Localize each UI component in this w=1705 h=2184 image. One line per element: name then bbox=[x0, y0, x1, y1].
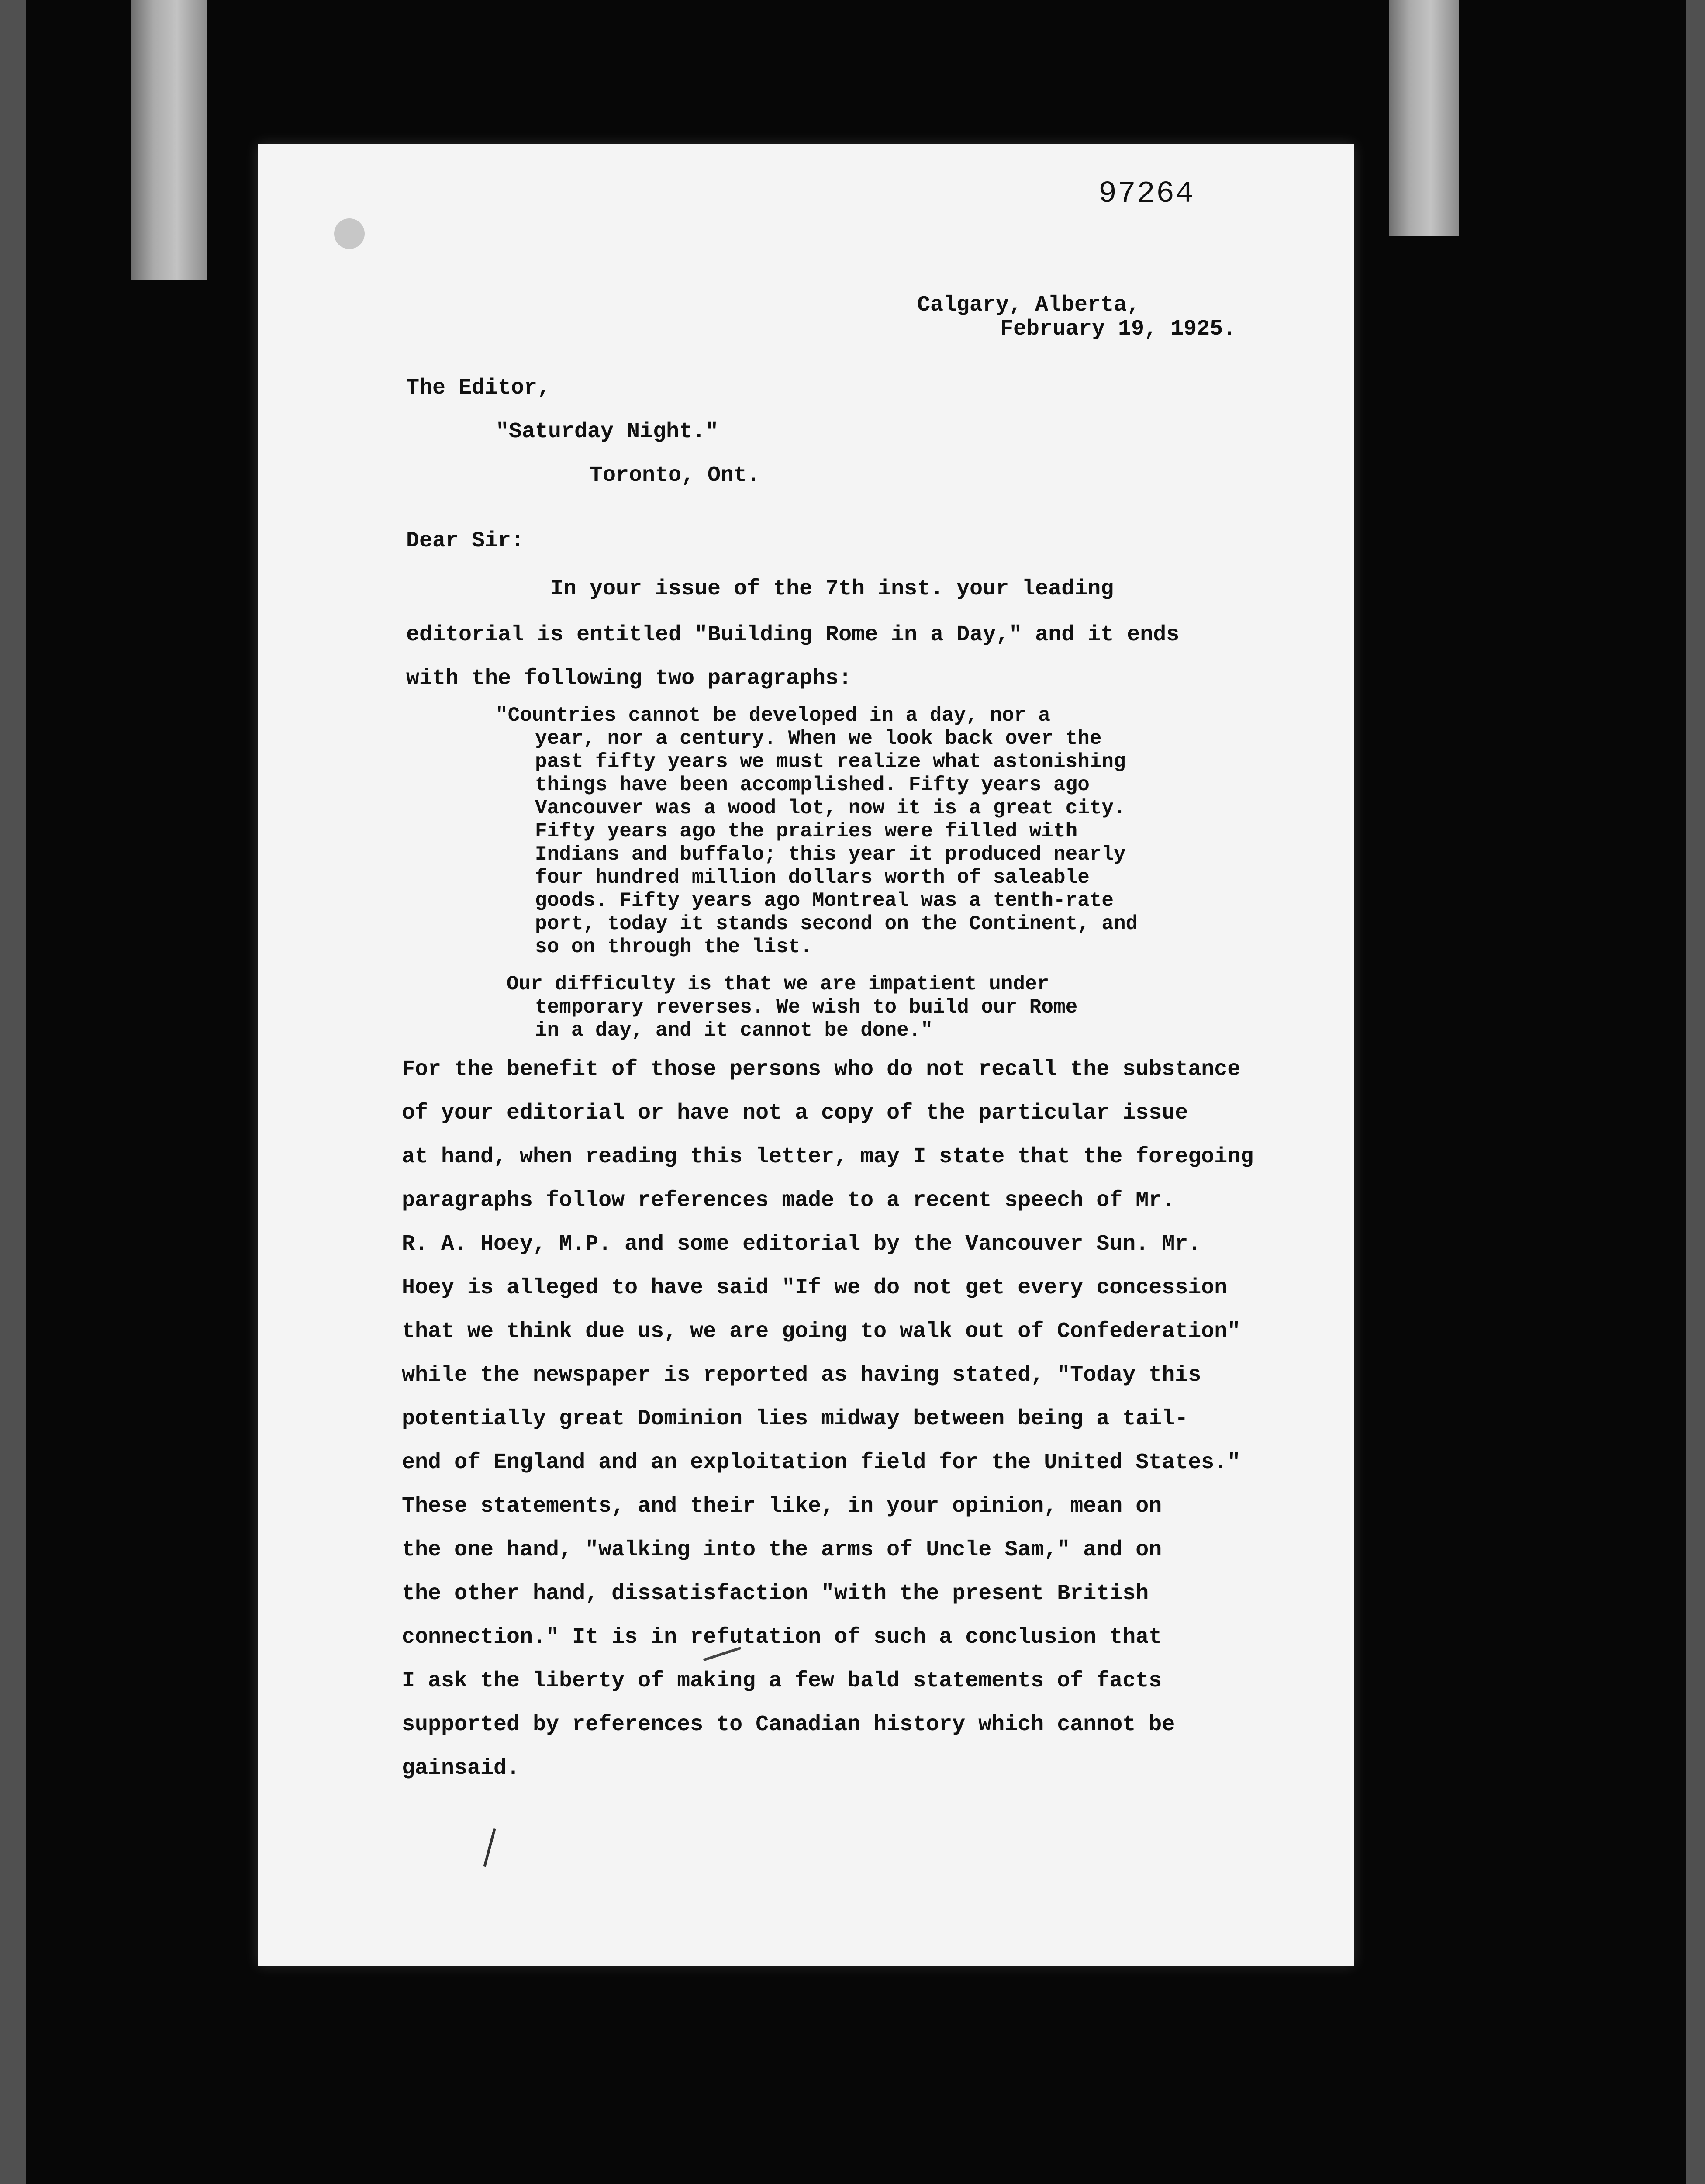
pen-stroke-mark bbox=[483, 1828, 496, 1867]
tape-strip-top-left bbox=[131, 0, 207, 280]
body-line: the other hand, dissatisfaction "with the present British bbox=[402, 1581, 1149, 1606]
body-line: supported by references to Canadian history which cannot be bbox=[402, 1712, 1175, 1737]
quote-line: so on through the list. bbox=[535, 936, 812, 958]
quote-line: "Countries cannot be developed in a day, nor a bbox=[496, 704, 1050, 727]
body-line: For the benefit of those persons who do not recall the substance bbox=[402, 1057, 1241, 1082]
body-line: paragraphs follow references made to a recent speech of Mr. bbox=[402, 1188, 1175, 1213]
quote-line: in a day, and it cannot be done." bbox=[535, 1019, 933, 1042]
recipient-line-3: Toronto, Ont. bbox=[590, 463, 760, 488]
tape-strip-top-right bbox=[1389, 0, 1459, 236]
film-edge-right bbox=[1686, 0, 1705, 2184]
letter-date: February 19, 1925. bbox=[1000, 317, 1236, 342]
quote-line: past fifty years we must realize what astonishing bbox=[535, 750, 1126, 773]
quote-line: things have been accomplished. Fifty years ago bbox=[535, 774, 1090, 796]
quote-line: Indians and buffalo; this year it produced nearly bbox=[535, 843, 1126, 866]
quote-line: Vancouver was a wood lot, now it is a great city. bbox=[535, 797, 1126, 819]
quote-line: Our difficulty is that we are impatient under bbox=[507, 973, 1049, 995]
salutation: Dear Sir: bbox=[406, 529, 525, 553]
letter-place: Calgary, Alberta, bbox=[917, 293, 1140, 318]
body-line: end of England and an exploitation field for the United States." bbox=[402, 1450, 1241, 1475]
intro-line: editorial is entitled "Building Rome in a Day," and it ends bbox=[406, 622, 1180, 647]
intro-line: with the following two paragraphs: bbox=[406, 666, 852, 691]
quote-line: goods. Fifty years ago Montreal was a tenth-rate bbox=[535, 889, 1114, 912]
quote-line: port, today it stands second on the Continent, and bbox=[535, 912, 1138, 935]
body-line: while the newspaper is reported as having stated, "Today this bbox=[402, 1363, 1201, 1388]
punch-hole bbox=[334, 218, 365, 249]
recipient-line-2: "Saturday Night." bbox=[496, 419, 719, 444]
body-line: at hand, when reading this letter, may I state that the foregoing bbox=[402, 1144, 1254, 1169]
body-line: potentially great Dominion lies midway between being a tail- bbox=[402, 1406, 1188, 1431]
body-line: the one hand, "walking into the arms of Uncle Sam," and on bbox=[402, 1538, 1162, 1562]
recipient-line-1: The Editor, bbox=[406, 376, 551, 401]
film-edge-left bbox=[0, 0, 26, 2184]
body-line: of your editorial or have not a copy of the particular issue bbox=[402, 1101, 1188, 1126]
body-line: gainsaid. bbox=[402, 1756, 520, 1781]
quote-line: year, nor a century. When we look back over the bbox=[535, 727, 1102, 750]
body-line: R. A. Hoey, M.P. and some editorial by the Vancouver Sun. Mr. bbox=[402, 1232, 1201, 1257]
body-line: that we think due us, we are going to walk out of Confederation" bbox=[402, 1319, 1241, 1344]
body-line: These statements, and their like, in your opinion, mean on bbox=[402, 1494, 1162, 1519]
intro-line: In your issue of the 7th inst. your leading bbox=[550, 577, 1114, 601]
letter-sheet bbox=[258, 144, 1354, 1966]
quote-line: temporary reverses. We wish to build our Rome bbox=[535, 996, 1078, 1019]
body-line: Hoey is alleged to have said "If we do not get every concession bbox=[402, 1275, 1228, 1300]
body-line: connection." It is in refutation of such a conclusion that bbox=[402, 1625, 1162, 1650]
body-line: I ask the liberty of making a few bald statements of facts bbox=[402, 1669, 1162, 1693]
document-number: 97264 bbox=[1098, 177, 1195, 211]
quote-line: four hundred million dollars worth of saleable bbox=[535, 866, 1090, 889]
quote-line: Fifty years ago the prairies were filled with bbox=[535, 820, 1078, 843]
